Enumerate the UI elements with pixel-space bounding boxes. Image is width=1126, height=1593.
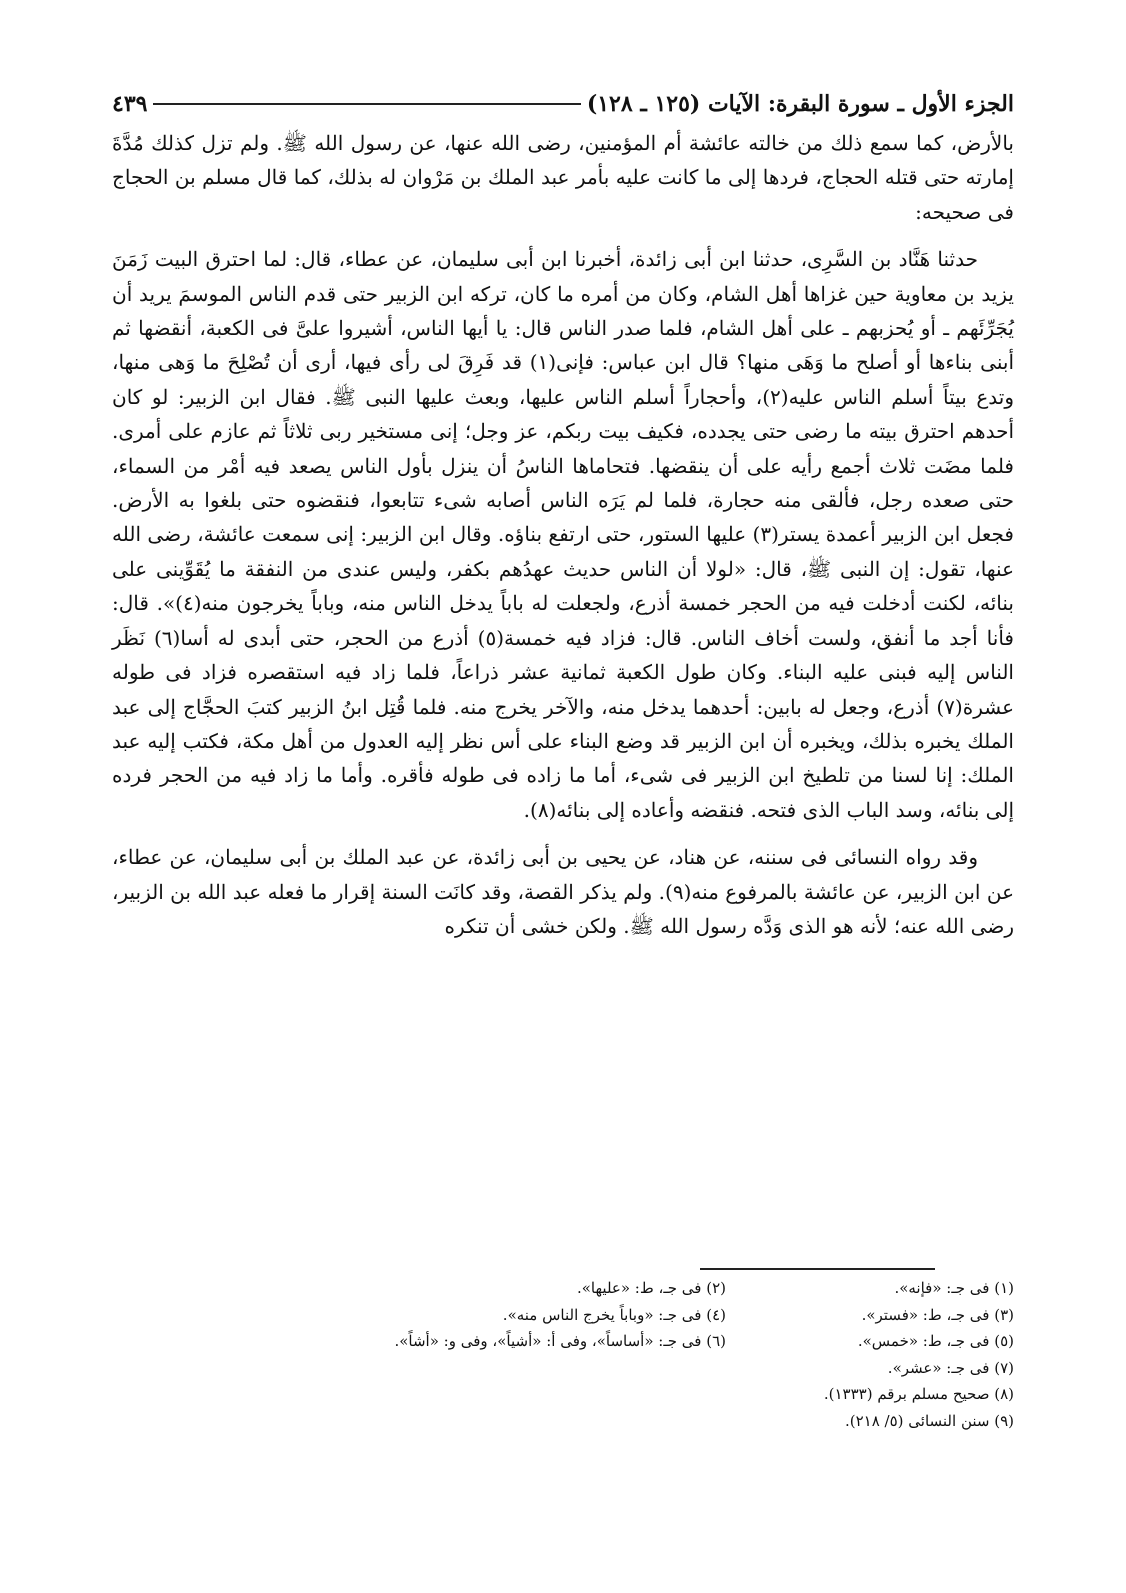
footnote-4: (٤) فى جـ: «وباباً يخرج الناس منه».: [502, 1305, 726, 1324]
footnote-1: (١) فى جـ: «فإنه».: [894, 1279, 1014, 1297]
footnote-row: [112, 1275, 1014, 1302]
footnote-7: (٧) فى جـ: «عشر».: [887, 1358, 1014, 1377]
footnote-3: (٣) فى جـ، ط: «فستر».: [861, 1305, 1014, 1324]
page-number: ٤٣٩: [112, 91, 148, 117]
paragraph-3: وقد رواه النسائى فى سننه، عن هناد، عن يحيى بن أبى زائدة، عن عبد الملك بن أبى سليمان، عن عطاء، عن ابن الزبير، عن عائشة بالمرفوع منه(٩). ولم يذكر القصة، وقد كانَت السنة إقرار ما فعله عبد الله بن الزبير، رضى الله عنه؛ لأنه هو الذى وَدَّه رسول الله ﷺ. ولكن خشى أن تنكره: [112, 845, 1015, 938]
footnote-2: (٢) فى جـ، ط: «عليها».: [576, 1279, 726, 1297]
footnote-row: [112, 1328, 1014, 1355]
footnote-row: [112, 1302, 1014, 1329]
header-title: الجزء الأول ـ سورة البقرة: الآيات (١٢٥ ـ ١٢٨): [586, 91, 1014, 117]
footnote-separator: [700, 1268, 935, 1270]
main-text: [112, 126, 1014, 956]
paragraph-1: بالأرض، كما سمع ذلك من خالته عائشة أم المؤمنين، رضى الله عنها، عن رسول الله ﷺ. ولم تزل كذلك مُدَّةَ إمارته حتى قتله الحجاج، فردها إلى ما كانت عليه بأمر عبد الملك بن مَرْوان له بذلك، كما قال مسلم بن الحجاج فى صحيحه:: [112, 131, 1015, 224]
running-header: [112, 84, 1014, 124]
footnote-8: (٨) صحيح مسلم برقم (١٣٣٣).: [823, 1385, 1014, 1403]
footnote-9: (٩) سنن النسائى (٥/ ٢١٨).: [844, 1411, 1014, 1430]
footnote-6: (٦) فى جـ: «أساساً»، وفى أ: «أشياً»، وفى و: «أشاً».: [394, 1332, 726, 1350]
footnote-5: (٥) فى جـ، ط: «خمس».: [857, 1332, 1014, 1350]
footnotes: [112, 1275, 1014, 1434]
paragraph-2: حدثنا هَنَّاد بن السَّرِى، حدثنا ابن أبى زائدة، أخبرنا ابن أبى سليمان، عن عطاء، قال: لما احترق البيت زَمَنَ يزيد بن معاوية حين غزاها أهل الشام، وكان من أمره ما كان، تركه ابن الزبير حتى قدم الناس الموسمَ يريد أن يُجَرِّئَهم ـ أو يُحزبهم ـ على أهل الشام، فلما صدر الناس قال: يا أيها الناس، أشيروا علىَّ فى الكعبة، أنقضها ثم أبنى بناءها أو أصلح ما وَهَى منها؟ قال ابن عباس: فإنى(١) قد فَرِقَ لى رأى فيها، أرى أن تُصْلِحَ ما وَهى منها، وتدع بيتاً أسلم الناس عليه(٢)، وأحجاراً أسلم الناس عليها، وبعث عليها النبى ﷺ. فقال ابن الزبير: لو كان أحدهم احترق بيته ما رضى حتى يجدده، فكيف بيت ربكم، عز وجل؛ إنى مستخير ربى ثلاثاً ثم عازم على أمرى. فلما مضَت ثلاث أجمع رأيه على أن ينقضها. فتحاماها الناسُ أن ينزل بأول الناس يصعد فيه أمْر من السماء، حتى صعده رجل، فألقى منه حجارة، فلما لم يَرَه الناس أصابه شىء تتابعوا، فنقضوه حتى بلغوا به الأرض. فجعل ابن الزبير أعمدة يستر(٣) عليها الستور، حتى ارتفع بناؤه. وقال ابن الزبير: إنى سمعت عائشة، رضى الله عنها، تقول: إن النبى ﷺ، قال: «لولا أن الناس حديث عهدُهم بكفر، وليس عندى من النفقة ما يُقَوِّينى على بنائه، لكنت أدخلت فيه من الحجر خمسة أذرع، ولجعلت له باباً يدخل الناس منه، وباباً يخرجون منه(٤)». قال: فأنا أجد ما أنفق، ولست أخاف الناس. قال: فزاد فيه خمسة(٥) أذرع من الحجر، حتى أبدى له أسا(٦) نَظَر الناس إليه فبنى عليه البناء. وكان طول الكعبة ثمانية عشر ذراعاً، فلما زاد فيه استقصره فزاد فى طوله عشرة(٧) أذرع، وجعل له بابين: أحدهما يدخل منه، والآخر يخرج منه. فلما قُتِل ابنُ الزبير كتبَ الحجَّاج إلى عبد الملك يخبره بذلك، ويخبره أن ابن الزبير قد وضع البناء على أس نظر إليه العدول من أهل مكة، فكتب إليه عبد الملك: إنا لسنا من تلطيخ ابن الزبير فى شىء، أما ما زاده فى طوله فأقره. وأما ما زاد فيه من الحجر فرده إلى بنائه، وسد الباب الذى فتحه. فنقضه وأعاده إلى بنائه(٨).: [112, 247, 1015, 822]
header-rule: [153, 103, 580, 105]
